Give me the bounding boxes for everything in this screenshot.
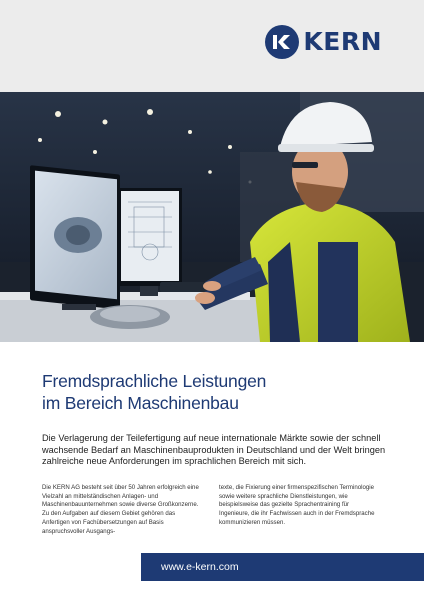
headline-line-2: im Bereich Maschinenbau <box>42 393 239 413</box>
logo-wordmark: KERN <box>303 27 382 56</box>
header-band <box>0 0 424 92</box>
k-arrow-icon <box>270 30 294 54</box>
body-column-left: Die KERN AG besteht seit über 50 Jahren erfolgreich eine Vielzahl an mittelständischen Anlagen- und Maschinenbauunternehmen sowie diverse Großkonzerne. Zu den Aufgaben auf diesem Gebiet gehören das Anfertigen von Fachübersetzungen auf Basis anspruchsvoller Ausgangs- <box>42 484 199 535</box>
kern-logo[interactable] <box>265 25 382 59</box>
website-link[interactable]: www.e-kern.com <box>161 561 239 573</box>
page-headline <box>42 370 382 414</box>
hero-photo <box>0 92 424 342</box>
headline-line-1: Fremdsprachliche Leistungen <box>42 371 267 391</box>
body-column-right: texte, die Fixierung einer firmenspezifischen Terminologie sowie weitere sprachliche Dienstleistungen, wie beispielsweise das gezielte Sprachentraining für Ingenieure, die ihr Fachwissen auch in der Fremdsprache kommunizieren müssen. <box>219 484 375 526</box>
intro-paragraph: Die Verlagerung der Teilefertigung auf neue internationale Märkte sowie der schnell wachsende Bedarf an Maschinenbauprodukten in Deutschland und der Welt bringen zahlreiche neue Anforderungen im sprachlichen Bereich mit sich. <box>42 433 386 467</box>
logo-badge-icon <box>265 25 299 59</box>
engineer-photo-illustration <box>0 92 424 342</box>
footer-bar <box>141 553 424 581</box>
